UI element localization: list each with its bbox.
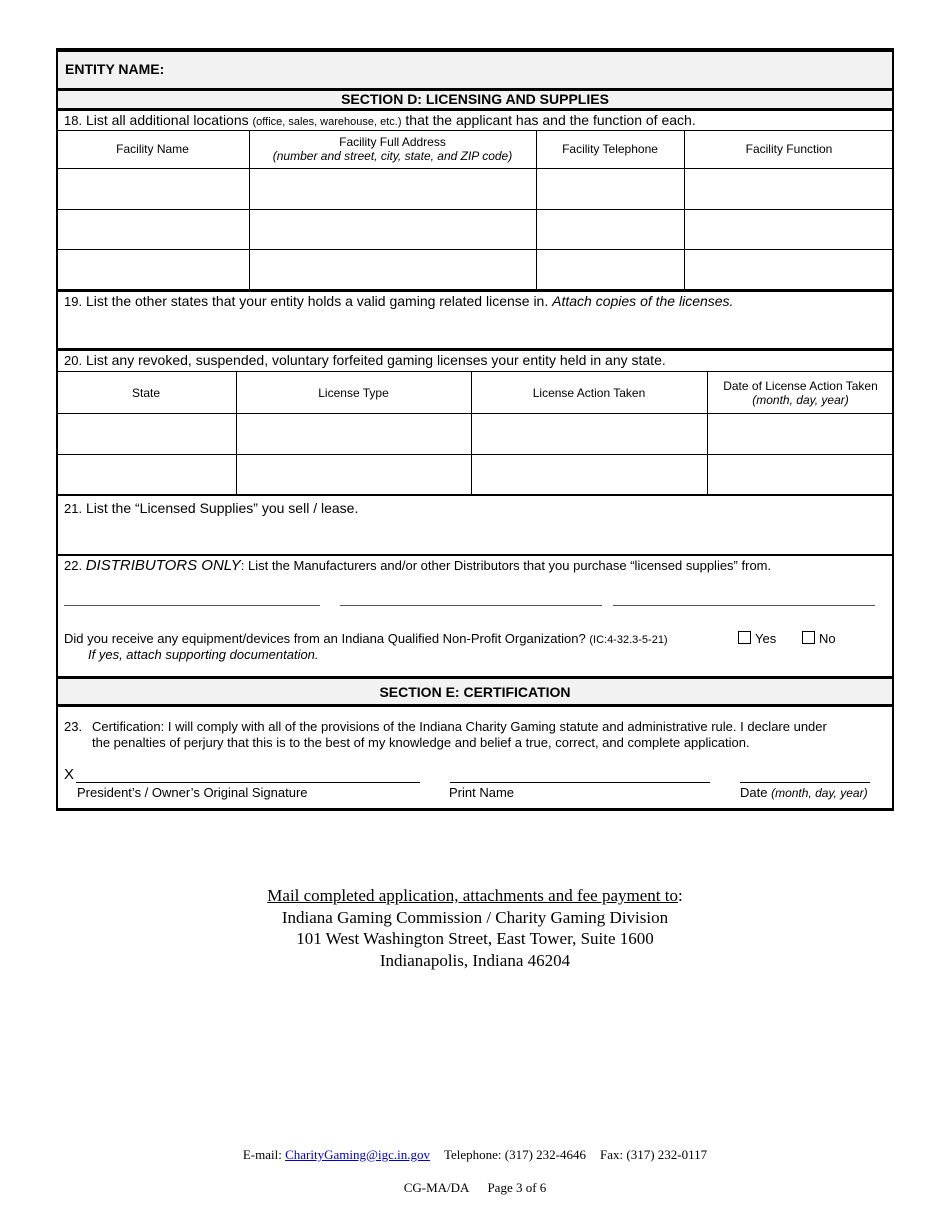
rule-q20-row-1 bbox=[56, 454, 894, 455]
q20-text bbox=[64, 352, 666, 368]
entity-name-label: ENTITY NAME: bbox=[65, 61, 165, 77]
rule-q20-bottom bbox=[56, 371, 894, 372]
q19-italic: Attach copies of the licenses. bbox=[552, 293, 734, 309]
q22-main: : List the Manufacturers and/or other Distributors that you purchase “licensed supplies” from. bbox=[240, 558, 772, 573]
q19-main: List the other states that your entity holds a valid gaming related license in. bbox=[85, 293, 553, 309]
facility-address-label: Facility Full Address bbox=[339, 135, 446, 149]
q18-text-b: that the applicant has and the function of each. bbox=[401, 112, 696, 128]
q22-number: 22. bbox=[64, 558, 83, 573]
nonprofit-question bbox=[64, 631, 668, 646]
q18-col-divider bbox=[536, 130, 537, 290]
yes-option[interactable] bbox=[738, 631, 776, 646]
q21-answer-area[interactable] bbox=[56, 516, 894, 554]
facility-function-header: Facility Function bbox=[745, 142, 833, 156]
yes-label: Yes bbox=[755, 631, 777, 646]
q19-number: 19. bbox=[64, 294, 83, 309]
q22-text bbox=[64, 557, 771, 574]
rule-q22-bottom bbox=[56, 676, 894, 679]
q20-col-divider bbox=[707, 371, 708, 495]
rule-q19-bottom bbox=[56, 348, 894, 351]
license-type-header: License Type bbox=[318, 386, 389, 400]
q18-col-divider bbox=[249, 130, 250, 290]
q18-text bbox=[64, 112, 696, 128]
mail-line-3: Indianapolis, Indiana 46204 bbox=[379, 950, 571, 970]
rule-q18-row-1 bbox=[56, 209, 894, 210]
rule-form-bottom bbox=[56, 808, 894, 811]
rule-section-e-bottom bbox=[56, 704, 894, 707]
footer-fax: Fax: (317) 232-0117 bbox=[600, 1147, 708, 1162]
q23-number: 23. bbox=[64, 719, 83, 734]
date-line[interactable] bbox=[740, 782, 870, 783]
q18-text-small: (office, sales, warehouse, etc.) bbox=[252, 116, 402, 128]
mail-heading bbox=[0, 885, 950, 907]
license-date-sublabel: (month, day, year) bbox=[752, 393, 849, 407]
q21-main: List the “Licensed Supplies” you sell / lease. bbox=[85, 500, 359, 516]
q19-answer-area[interactable] bbox=[56, 310, 894, 348]
footer-page-info bbox=[0, 1180, 950, 1196]
license-row[interactable] bbox=[56, 454, 894, 495]
mail-line-1: Indiana Gaming Commission / Charity Gaming Division bbox=[281, 907, 669, 927]
license-action-header: License Action Taken bbox=[532, 386, 646, 400]
q20-number: 20. bbox=[64, 353, 83, 368]
mail-heading-text: Mail completed application, attachments and fee payment to bbox=[267, 886, 678, 905]
distributor-line-2[interactable] bbox=[340, 605, 602, 606]
no-label: No bbox=[819, 631, 836, 646]
footer-form-id: CG-MA/DA bbox=[403, 1180, 470, 1195]
q22-italic: DISTRIBUTORS ONLY bbox=[85, 557, 241, 574]
nonprofit-question-text: Did you receive any equipment/devices from an Indiana Qualified Non-Profit Organization? bbox=[64, 631, 590, 646]
facility-name-header: Facility Name bbox=[116, 142, 189, 156]
q20-col-divider bbox=[236, 371, 237, 495]
q21-text bbox=[64, 500, 358, 516]
license-row[interactable] bbox=[56, 414, 894, 454]
rule-q18-row-2 bbox=[56, 249, 894, 250]
rule-q20-header-bottom bbox=[56, 413, 894, 414]
section-e-title: SECTION E: CERTIFICATION bbox=[379, 684, 571, 700]
date-label-text: Date bbox=[740, 785, 772, 800]
rule-q18-table-bottom bbox=[56, 289, 894, 292]
no-option[interactable] bbox=[802, 631, 836, 646]
facility-address-header bbox=[249, 135, 536, 163]
no-checkbox[interactable] bbox=[802, 631, 815, 644]
facility-telephone-header: Facility Telephone bbox=[562, 142, 658, 156]
section-d-title: SECTION D: LICENSING AND SUPPLIES bbox=[341, 91, 609, 107]
entity-name-field[interactable] bbox=[56, 48, 894, 89]
nonprofit-note: If yes, attach supporting documentation. bbox=[88, 647, 319, 662]
rule-top bbox=[56, 48, 894, 52]
yes-checkbox[interactable] bbox=[738, 631, 751, 644]
license-date-header bbox=[707, 379, 894, 407]
rule-entity-bottom bbox=[56, 88, 894, 91]
distributor-line-1[interactable] bbox=[64, 605, 320, 606]
footer-email-link[interactable]: CharityGaming@igc.in.gov bbox=[285, 1147, 430, 1162]
rule-section-d-bottom bbox=[56, 108, 894, 111]
print-name-line[interactable] bbox=[450, 782, 710, 783]
q20-col-divider bbox=[471, 371, 472, 495]
rule-q18-header-bottom bbox=[56, 168, 894, 169]
q20-main: List any revoked, suspended, voluntary forfeited gaming licenses your entity held in any state. bbox=[85, 352, 666, 368]
date-label-sub: (month, day, year) bbox=[771, 786, 868, 800]
rule-q18-bottom bbox=[56, 130, 894, 131]
q18-number: 18. bbox=[64, 113, 83, 128]
q18-col-divider bbox=[684, 130, 685, 290]
mail-heading-colon: : bbox=[677, 886, 683, 905]
signature-label: President’s / Owner’s Original Signature bbox=[77, 785, 308, 800]
signature-x: X bbox=[64, 766, 75, 783]
nonprofit-citation: (IC:4-32.3-5-21) bbox=[589, 634, 668, 646]
footer-page-number: Page 3 of 6 bbox=[487, 1180, 547, 1195]
date-label bbox=[740, 785, 868, 800]
signature-line[interactable] bbox=[76, 782, 420, 783]
border-left bbox=[56, 48, 58, 811]
facility-row[interactable] bbox=[56, 169, 894, 209]
q23-line-2: the penalties of perjury that this is to the best of my knowledge and belief a true, correct, and complete application. bbox=[92, 735, 750, 750]
rule-q20-table-bottom bbox=[56, 494, 894, 496]
rule-q21-bottom bbox=[56, 554, 894, 556]
q23-line-1: Certification: I will comply with all of the provisions of the Indiana Charity Gaming statute and administrative rule. I declare under bbox=[92, 719, 827, 734]
footer-contact bbox=[0, 1147, 950, 1163]
border-right bbox=[892, 48, 894, 811]
distributor-line-3[interactable] bbox=[613, 605, 875, 606]
footer-email-label: E-mail: bbox=[242, 1147, 286, 1162]
mail-line-2: 101 West Washington Street, East Tower, Suite 1600 bbox=[296, 929, 654, 948]
q21-number: 21. bbox=[64, 501, 83, 516]
license-date-label: Date of License Action Taken bbox=[723, 379, 878, 393]
facility-row[interactable] bbox=[56, 209, 894, 249]
state-header: State bbox=[131, 386, 161, 400]
footer-telephone: Telephone: (317) 232-4646 bbox=[443, 1147, 587, 1162]
q19-text bbox=[64, 293, 733, 309]
print-name-label: Print Name bbox=[449, 785, 515, 800]
facility-address-sublabel: (number and street, city, state, and ZIP code) bbox=[272, 149, 513, 163]
facility-row[interactable] bbox=[56, 249, 894, 289]
mailing-block bbox=[0, 885, 950, 971]
q18-text-a: List all additional locations bbox=[85, 112, 253, 128]
